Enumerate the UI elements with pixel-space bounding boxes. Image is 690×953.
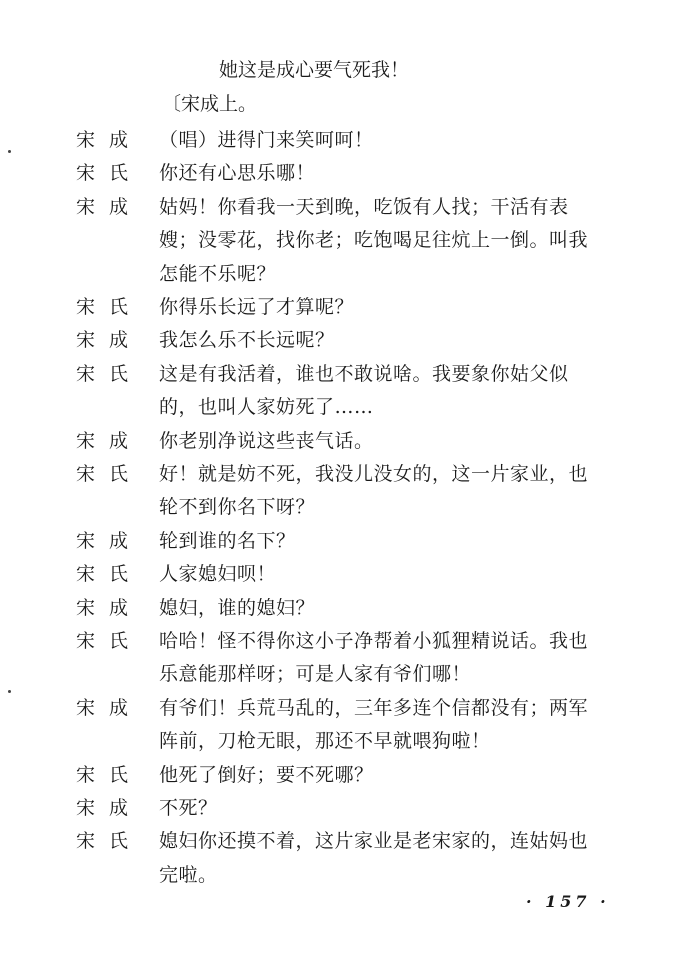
speech-text: 你还有心思乐哪！: [159, 162, 316, 184]
speaker-name: 宋氏: [76, 162, 143, 184]
speech-text: 姑妈！你看我一天到晚，吃饭有人找；干活有表: [159, 196, 569, 218]
speech-text: 不死？: [159, 797, 218, 819]
speech-text: 这是有我活着，谁也不敢说啥。我要象你姑父似: [159, 363, 569, 385]
speech-text: 有爷们！兵荒马乱的，三年多连个信都没有；两军: [159, 697, 589, 719]
speaker-name: 宋氏: [76, 830, 143, 852]
speech-text: 我怎么乐不长远呢？: [159, 329, 335, 351]
scan-speck: [8, 690, 11, 693]
speech-text: 人家媳妇呗！: [159, 563, 277, 585]
speaker-name: 宋氏: [76, 764, 143, 786]
speaker-name: 宋氏: [76, 563, 143, 585]
speech-text: 嫂；没零花，找你老；吃饱喝足往炕上一倒。叫我: [159, 229, 589, 251]
page-number: · 157 ·: [526, 892, 610, 911]
speaker-name: 宋成: [76, 797, 143, 819]
speaker-name: 宋氏: [76, 363, 143, 385]
speech-text: 阵前，刀枪无眼，那还不早就喂狗啦！: [159, 730, 491, 752]
speech-text: 他死了倒好；要不死哪？: [159, 764, 374, 786]
speaker-name: 宋成: [76, 329, 143, 351]
speech-text: 媳妇你还摸不着，这片家业是老宋家的，连姑妈也: [159, 830, 589, 852]
speech-text: 的，也叫人家妨死了……: [159, 396, 374, 418]
speech-text: 好！就是妨不死，我没儿没女的，这一片家业，也: [159, 463, 589, 485]
speech-text: 轮到谁的名下？: [159, 530, 296, 552]
speaker-name: 宋成: [76, 129, 143, 151]
speech-text: 怎能不乐呢？: [159, 263, 277, 285]
speech-text: （唱）进得门来笑呵呵！: [159, 129, 374, 151]
stage-direction: 〔宋成上。: [162, 93, 258, 115]
speech-text: 你得乐长远了才算呢？: [159, 296, 355, 318]
speaker-name: 宋成: [76, 196, 143, 218]
speaker-name: 宋成: [76, 530, 143, 552]
speech-text: 媳妇，谁的媳妇？: [159, 597, 316, 619]
speaker-name: 宋成: [76, 697, 143, 719]
speaker-name: 宋成: [76, 430, 143, 452]
heading-line: 她这是成心要气死我！: [219, 59, 410, 81]
speech-text: 哈哈！怪不得你这小子净帮着小狐狸精说话。我也: [159, 630, 589, 652]
scan-speck: [8, 150, 11, 153]
speech-text: 你老别净说这些丧气话。: [159, 430, 374, 452]
speaker-name: 宋成: [76, 597, 143, 619]
speech-text: 轮不到你名下呀？: [159, 496, 316, 518]
speaker-name: 宋氏: [76, 463, 143, 485]
speaker-name: 宋氏: [76, 630, 143, 652]
speech-text: 乐意能那样呀；可是人家有爷们哪！: [159, 663, 472, 685]
speech-text: 完啦。: [159, 864, 218, 886]
speaker-name: 宋氏: [76, 296, 143, 318]
